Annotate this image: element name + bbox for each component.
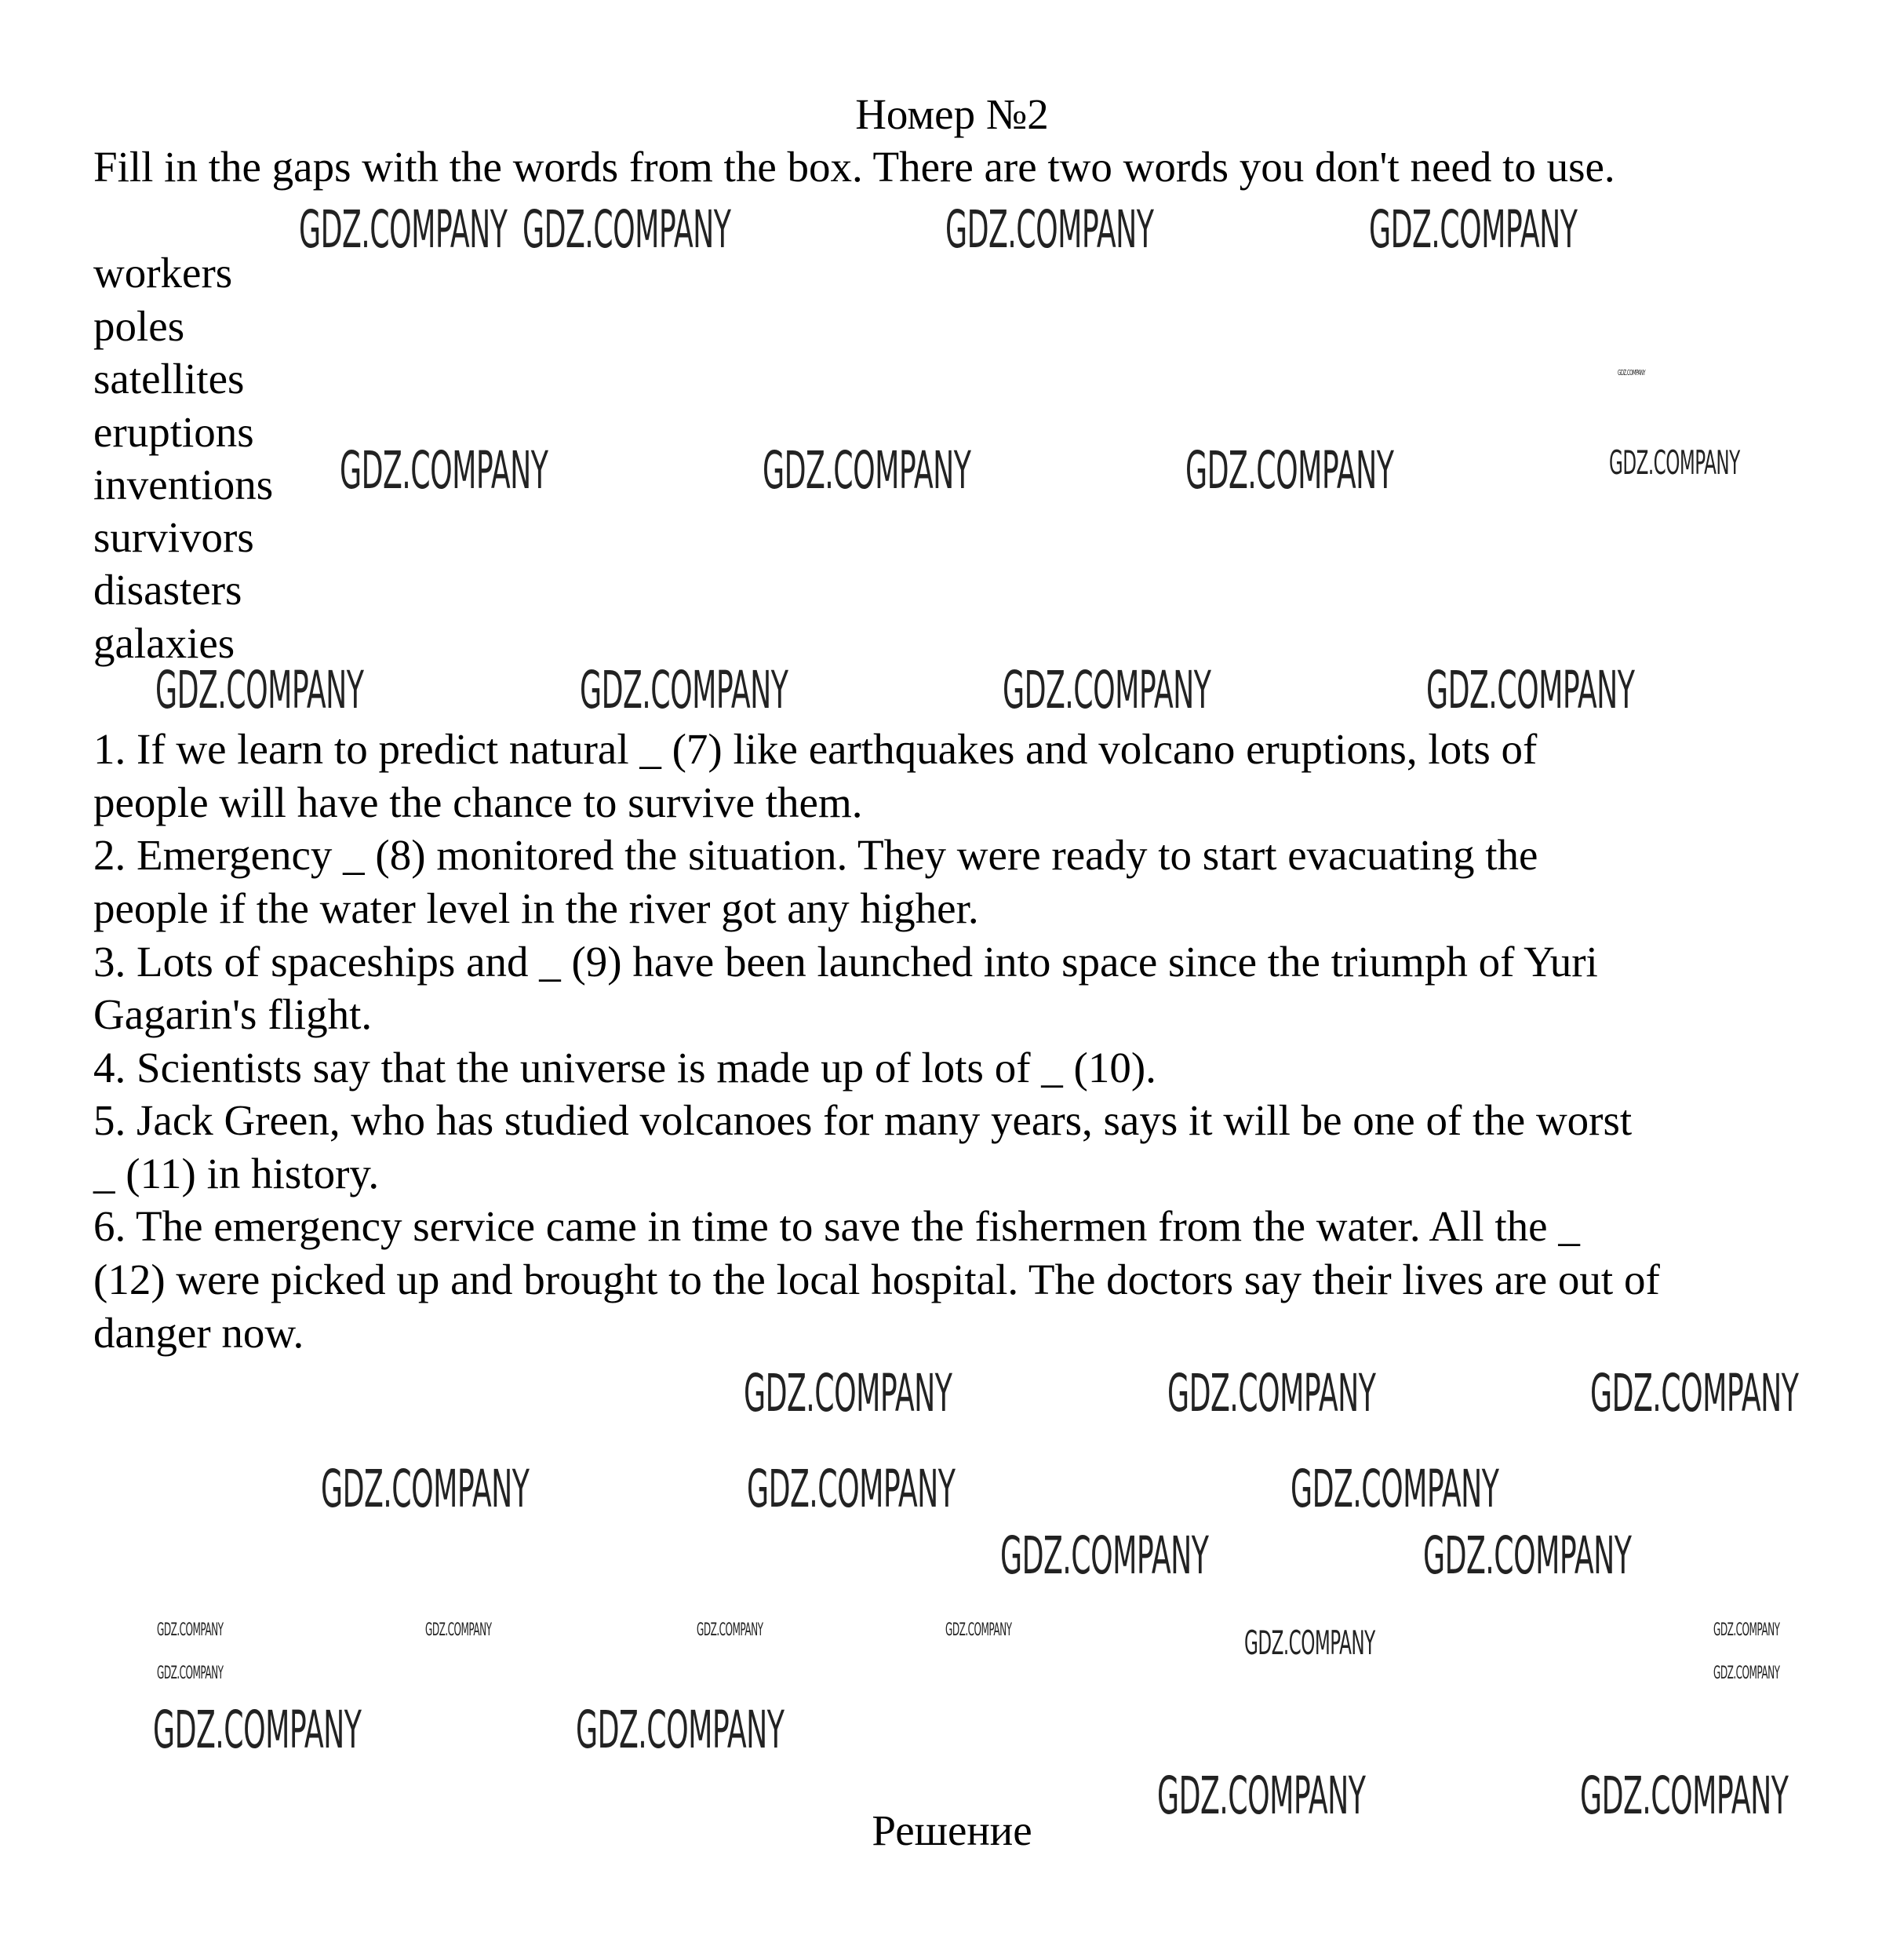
sentence-line: _ (11) in history. bbox=[93, 1150, 380, 1197]
sentence-line: people will have the chance to survive them. bbox=[93, 778, 863, 826]
word-item: survivors bbox=[93, 513, 254, 561]
watermark: GDZ.COMPANY bbox=[1000, 1525, 1209, 1586]
page-title: Номер №2 bbox=[855, 90, 1049, 138]
word-item: workers bbox=[93, 249, 233, 297]
watermark: GDZ.COMPANY bbox=[1618, 369, 1646, 377]
watermark: GDZ.COMPANY bbox=[153, 1700, 362, 1760]
watermark: GDZ.COMPANY bbox=[321, 1459, 530, 1519]
sentence-line: (12) were picked up and brought to the local hospital. The doctors say their lives are out of bbox=[93, 1256, 1660, 1303]
watermark: GDZ.COMPANY bbox=[157, 1620, 224, 1640]
word-item: poles bbox=[93, 302, 185, 350]
watermark: GDZ.COMPANY bbox=[1369, 199, 1578, 260]
sentence-line: 5. Jack Green, who has studied volcanoes for many years, says it will be one of the worst bbox=[93, 1096, 1633, 1144]
sentence-line: 1. If we learn to predict natural _ (7) like earthquakes and volcano eruptions, lots of bbox=[93, 725, 1538, 773]
word-item: galaxies bbox=[93, 619, 235, 667]
watermark: GDZ.COMPANY bbox=[744, 1363, 952, 1423]
watermark: GDZ.COMPANY bbox=[1713, 1664, 1780, 1683]
sentence-line: people if the water level in the river got any higher. bbox=[93, 884, 979, 932]
watermark: GDZ.COMPANY bbox=[580, 660, 788, 720]
sentence-line: 2. Emergency _ (8) monitored the situation. They were ready to start evacuating the bbox=[93, 831, 1538, 879]
watermark: GDZ.COMPANY bbox=[576, 1700, 785, 1760]
watermark: GDZ.COMPANY bbox=[1167, 1363, 1376, 1423]
watermark: GDZ.COMPANY bbox=[747, 1459, 956, 1519]
watermark: GDZ.COMPANY bbox=[945, 199, 1154, 260]
solution-label: Решение bbox=[872, 1806, 1032, 1854]
word-item: satellites bbox=[93, 355, 245, 403]
watermark: GDZ.COMPANY bbox=[1291, 1459, 1499, 1519]
watermark: GDZ.COMPANY bbox=[522, 199, 731, 260]
sentence-line: 3. Lots of spaceships and _ (9) have been launched into space since the triumph of Yuri bbox=[93, 938, 1598, 986]
watermark: GDZ.COMPANY bbox=[1423, 1525, 1632, 1586]
watermark: GDZ.COMPANY bbox=[945, 1620, 1012, 1640]
watermark: GDZ.COMPANY bbox=[1590, 1363, 1799, 1423]
watermark: GDZ.COMPANY bbox=[340, 440, 548, 501]
watermark: GDZ.COMPANY bbox=[157, 1664, 224, 1683]
watermark: GDZ.COMPANY bbox=[697, 1620, 763, 1640]
watermark: GDZ.COMPANY bbox=[155, 660, 364, 720]
sentence-line: Gagarin's flight. bbox=[93, 990, 373, 1038]
instruction: Fill in the gaps with the words from the box. There are two words you don't need to use. bbox=[93, 143, 1615, 191]
watermark: GDZ.COMPANY bbox=[1185, 440, 1394, 501]
word-item: disasters bbox=[93, 566, 242, 614]
word-item: inventions bbox=[93, 461, 274, 508]
watermark: GDZ.COMPANY bbox=[299, 199, 508, 260]
watermark: GDZ.COMPANY bbox=[1713, 1620, 1780, 1640]
word-item: eruptions bbox=[93, 408, 254, 456]
watermark: GDZ.COMPANY bbox=[1244, 1624, 1375, 1662]
watermark: GDZ.COMPANY bbox=[1157, 1766, 1366, 1826]
watermark: GDZ.COMPANY bbox=[425, 1620, 492, 1640]
watermark: GDZ.COMPANY bbox=[763, 440, 971, 501]
watermark: GDZ.COMPANY bbox=[1003, 660, 1211, 720]
sentence-line: 6. The emergency service came in time to save the fishermen from the water. All the _ bbox=[93, 1202, 1580, 1250]
watermark: GDZ.COMPANY bbox=[1609, 443, 1740, 482]
watermark: GDZ.COMPANY bbox=[1426, 660, 1635, 720]
watermark: GDZ.COMPANY bbox=[1580, 1766, 1789, 1826]
sentence-line: 4. Scientists say that the universe is made up of lots of _ (10). bbox=[93, 1044, 1156, 1092]
sentence-line: danger now. bbox=[93, 1309, 304, 1357]
